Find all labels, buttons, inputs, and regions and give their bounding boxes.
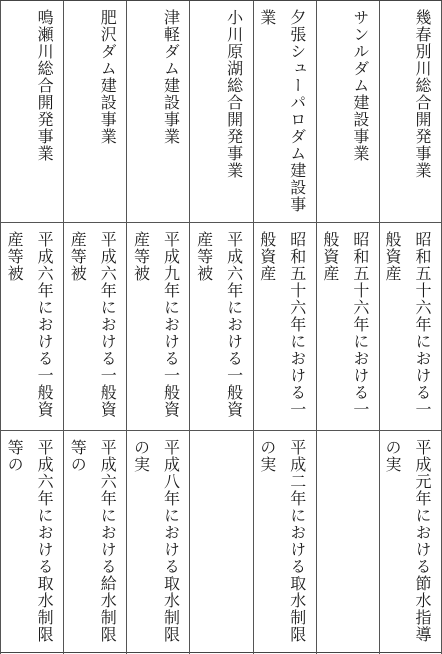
damage-text: 平成九年における一般資産等被: [131, 231, 181, 418]
project-name: 夕張シューパロダム建設事業: [257, 9, 307, 213]
table-cell-restriction: [126, 431, 189, 654]
table-cell-damage: [126, 223, 189, 431]
project-name: 肥沢ダム建設事業: [98, 9, 118, 145]
table-cell-project: [189, 1, 252, 223]
table-cell-project: [379, 1, 442, 223]
damage-text: 平成六年における一般資産等被: [194, 231, 244, 418]
restriction-text: 平成六年における給水制限等の: [68, 439, 118, 643]
table-cell-project: [0, 1, 63, 223]
table-cell-damage: [0, 223, 63, 431]
restriction-text: 平成元年における節水指導の実: [383, 439, 432, 643]
damage-text: 昭和五十六年における一般資産: [257, 231, 307, 418]
table-cell-restriction: [0, 431, 63, 654]
table-cell-project: [63, 1, 126, 223]
restriction-text: 平成六年における取水制限等の: [5, 439, 55, 643]
project-name: 鳴瀬川総合開発事業: [35, 9, 55, 162]
table-cell-restriction: [316, 431, 379, 654]
table-cell-damage: [189, 223, 252, 431]
table-cell-restriction: [63, 431, 126, 654]
table-cell-restriction: [253, 431, 316, 654]
table-cell-restriction: [189, 431, 252, 654]
table-cell-damage: [63, 223, 126, 431]
table-cell-damage: [253, 223, 316, 431]
damage-text: 昭和五十六年における一般資産: [383, 231, 432, 418]
table-cell-project: [126, 1, 189, 223]
project-name: 津軽ダム建設事業: [161, 9, 181, 145]
damage-text: 平成六年における一般資産等被: [68, 231, 118, 418]
table-cell-damage: [316, 223, 379, 431]
damage-text: 平成六年における一般資産等被: [5, 231, 55, 418]
restriction-text: 平成二年における取水制限の実: [257, 439, 307, 643]
table-cell-project: [316, 1, 379, 223]
table-cell-project: [253, 1, 316, 223]
table-cell-damage: [379, 223, 442, 431]
project-name: 小川原湖総合開発事業: [224, 9, 244, 179]
damage-text: 昭和五十六年における一般資産: [320, 231, 370, 418]
table-cell-restriction: [379, 431, 442, 654]
project-name: サンルダム建設事業: [350, 9, 370, 162]
restriction-text: 平成八年における取水制限の実: [131, 439, 181, 643]
project-name: 幾春別川総合開発事業: [413, 9, 432, 179]
